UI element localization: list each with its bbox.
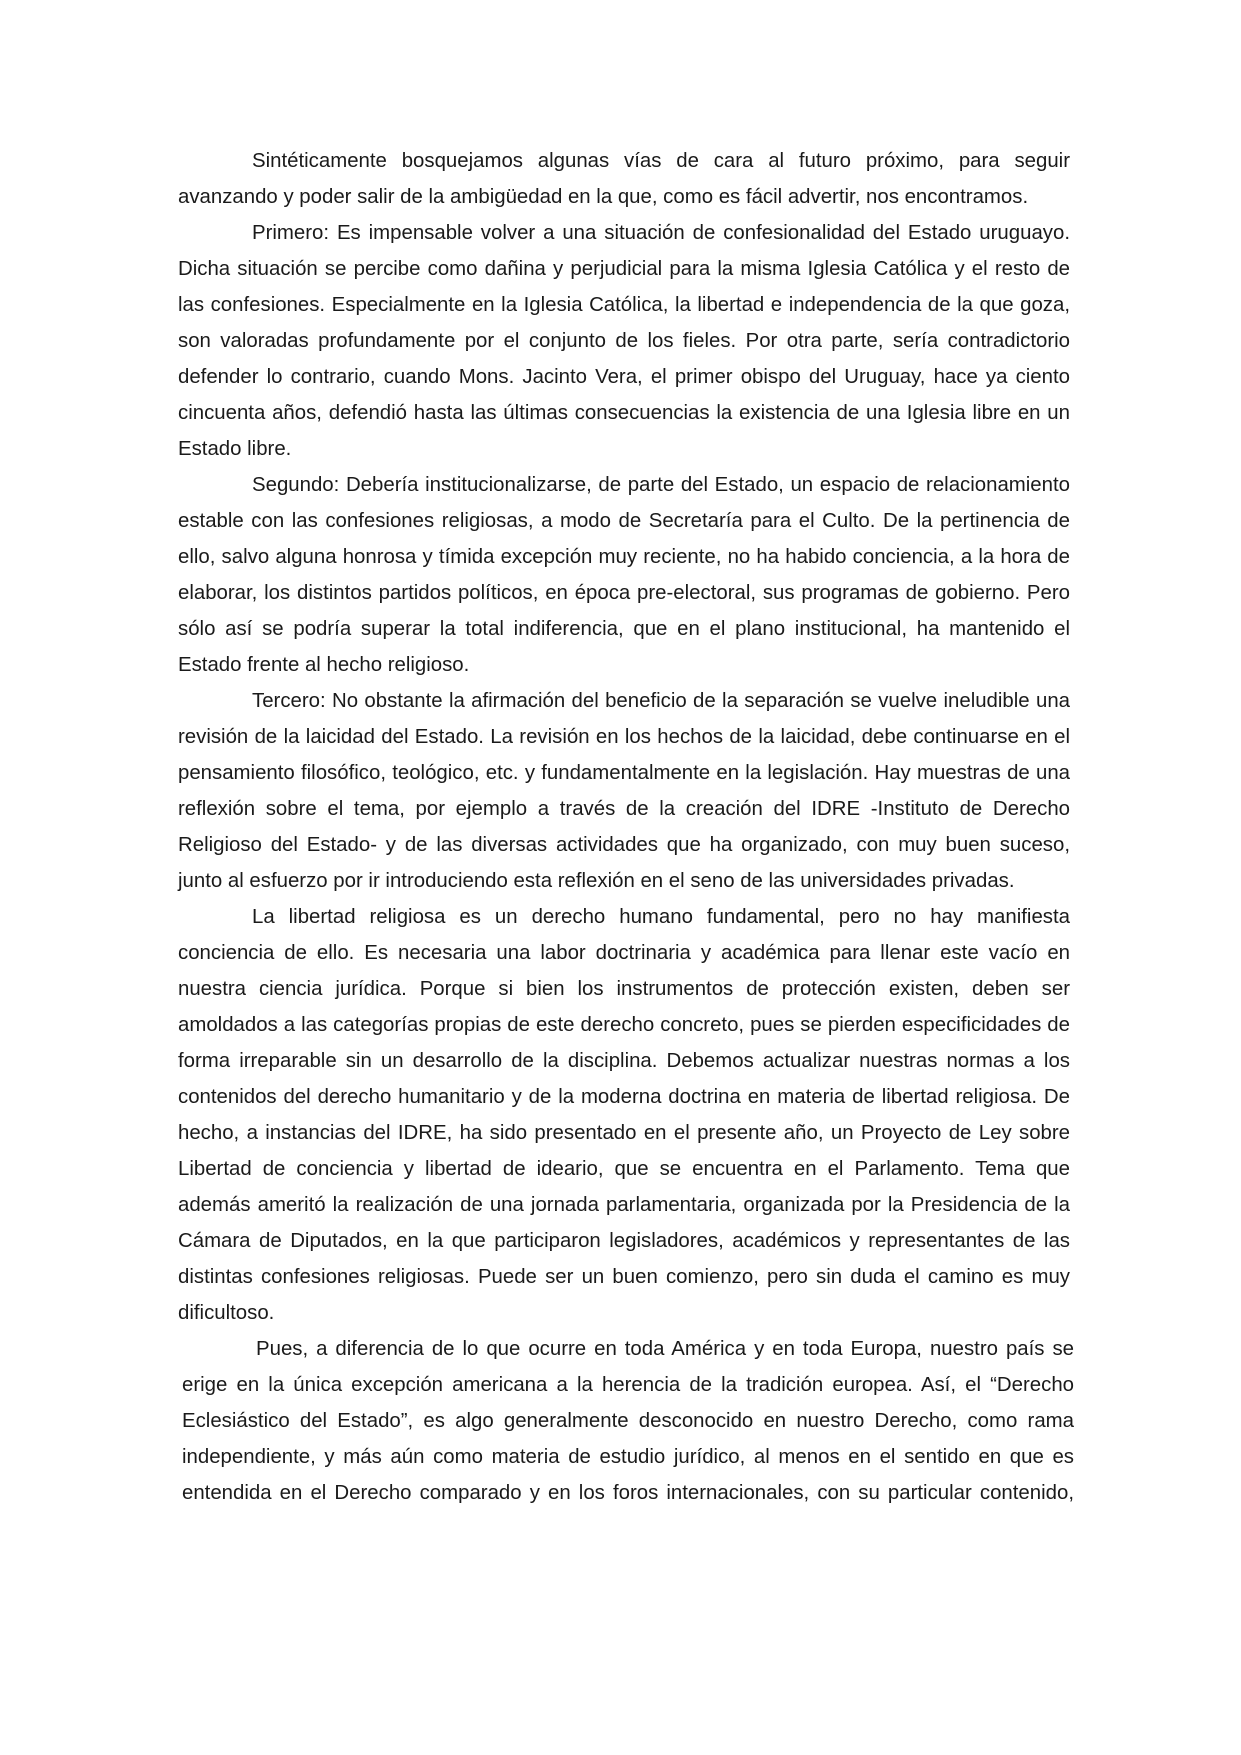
paragraph-intro: Sintéticamente bosquejamos algunas vías de cara al futuro próximo, para seguir avanzando y poder salir de la ambigüedad en la que, como es fácil advertir, nos encontramos.: [178, 150, 1070, 208]
paragraph-primero: Primero: Es impensable volver a una situación de confesionalidad del Estado uruguayo. Dicha situación se percibe como dañina y perjudicial para la misma Iglesia Católica y el resto de las confesiones. Especialmente en la Iglesia Católica, la libertad e independencia de la que goza, son valoradas profundamente por el conjunto de los fieles. Por otra parte, sería contradictorio defender lo contrario, cuando Mons. Jacinto Vera, el primer obispo del Uruguay, hace ya ciento cincuenta años, defendió hasta las últimas consecuencias la existencia de una Iglesia libre en un Estado libre.: [178, 222, 1070, 460]
paragraph-libertad-religiosa: La libertad religiosa es un derecho humano fundamental, pero no hay manifiesta conciencia de ello. Es necesaria una labor doctrinaria y académica para llenar este vacío en nuestra ciencia jurídica. Porque si bien los instrumentos de protección existen, deben ser amoldados a las categorías propias de este derecho concreto, pues se pierden especificidades de forma irreparable sin un desarrollo de la disciplina. Debemos actualizar nuestras normas a los contenidos del derecho humanitario y de la moderna doctrina en materia de libertad religiosa. De hecho, a instancias del IDRE, ha sido presentado en el presente año, un Proyecto de Ley sobre Libertad de conciencia y libertad de ideario, que se encuentra en el Parlamento. Tema que además ameritó la realización de una jornada parlamentaria, organizada por la Presidencia de la Cámara de Diputados, en la que participaron legisladores, académicos y representantes de las distintas confesiones religiosas. Puede ser un buen comienzo, pero sin duda el camino es muy dificultoso.: [178, 906, 1070, 1324]
paragraph-segundo: Segundo: Debería institucionalizarse, de parte del Estado, un espacio de relacionamiento estable con las confesiones religiosas, a modo de Secretaría para el Culto. De la pertinencia de ello, salvo alguna honrosa y tímida excepción muy reciente, no ha habido conciencia, a la hora de elaborar, los distintos partidos políticos, en época pre-electoral, sus programas de gobierno. Pero sólo así se podría superar la total indiferencia, que en el plano institucional, ha mantenido el Estado frente al hecho religioso.: [178, 474, 1070, 676]
paragraph-pues: Pues, a diferencia de lo que ocurre en toda América y en toda Europa, nuestro país se erige en la única excepción americana a la herencia de la tradición europea. Así, el “Derecho Eclesiástico del Estado”, es algo generalmente desconocido en nuestro Derecho, como rama independiente, y más aún como materia de estudio jurídico, al menos en el sentido en que es entendida en el Derecho comparado y en los foros internacionales, con su particular contenido,: [182, 1338, 1074, 1504]
paragraph-tercero: Tercero: No obstante la afirmación del beneficio de la separación se vuelve ineludible una revisión de la laicidad del Estado. La revisión en los hechos de la laicidad, debe continuarse en el pensamiento filosófico, teológico, etc. y fundamentalmente en la legislación. Hay muestras de una reflexión sobre el tema, por ejemplo a través de la creación del IDRE -Instituto de Derecho Religioso del Estado- y de las diversas actividades que ha organizado, con muy buen suceso, junto al esfuerzo por ir introduciendo esta reflexión en el seno de las universidades privadas.: [178, 690, 1070, 892]
body-text: [178, 143, 1074, 1511]
